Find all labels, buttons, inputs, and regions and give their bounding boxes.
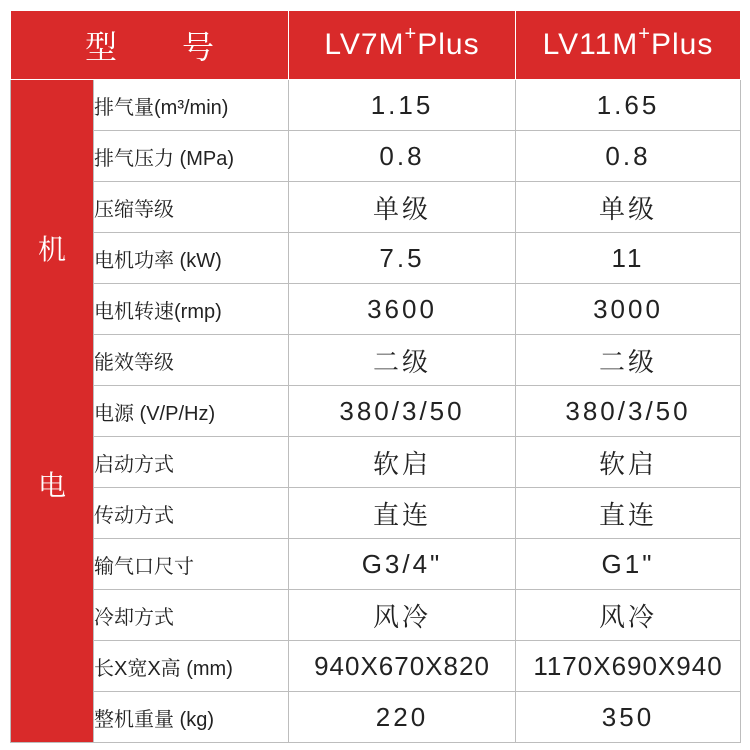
value-cell-model-1: 3600 xyxy=(289,284,516,335)
model-header-1 xyxy=(289,11,516,80)
param-cell: 能效等级 xyxy=(94,335,289,386)
param-cell: 传动方式 xyxy=(94,488,289,539)
table-row xyxy=(11,335,741,386)
table-row xyxy=(11,539,741,590)
model-2-base: LV11M xyxy=(542,28,639,61)
model-2-sup: + xyxy=(638,23,651,45)
param-cell: 整机重量 (kg) xyxy=(94,692,289,743)
value-cell-model-1: 1.15 xyxy=(289,80,516,131)
table-row xyxy=(11,488,741,539)
value-cell-model-2: 11 xyxy=(516,233,741,284)
value-cell-model-1: 单级 xyxy=(289,182,516,233)
model-1-suffix: Plus xyxy=(417,28,480,61)
header-row xyxy=(11,11,741,80)
group-label-cell xyxy=(11,80,94,743)
table-row xyxy=(11,284,741,335)
value-cell-model-2: 单级 xyxy=(516,182,741,233)
table-row xyxy=(11,692,741,743)
value-cell-model-2: 风冷 xyxy=(516,590,741,641)
value-cell-model-1: 0.8 xyxy=(289,131,516,182)
value-cell-model-1: 直连 xyxy=(289,488,516,539)
spec-table xyxy=(10,10,741,743)
table-row xyxy=(11,131,741,182)
value-cell-model-2: 350 xyxy=(516,692,741,743)
value-cell-model-1: G3/4" xyxy=(289,539,516,590)
table-row xyxy=(11,182,741,233)
value-cell-model-2: 1170X690X940 xyxy=(516,641,741,692)
value-cell-model-1: 380/3/50 xyxy=(289,386,516,437)
table-row xyxy=(11,437,741,488)
value-cell-model-1: 二级 xyxy=(289,335,516,386)
value-cell-model-1: 220 xyxy=(289,692,516,743)
table-row xyxy=(11,386,741,437)
value-cell-model-1: 7.5 xyxy=(289,233,516,284)
param-cell: 长X宽X高 (mm) xyxy=(94,641,289,692)
model-header-2 xyxy=(516,11,741,80)
group-char-1: 机 xyxy=(37,234,66,265)
value-cell-model-2: 0.8 xyxy=(516,131,741,182)
param-cell: 排气压力 (MPa) xyxy=(94,131,289,182)
value-cell-model-1: 940X670X820 xyxy=(289,641,516,692)
value-cell-model-2: 二级 xyxy=(516,335,741,386)
value-cell-model-2: 380/3/50 xyxy=(516,386,741,437)
value-cell-model-2: G1" xyxy=(516,539,741,590)
value-cell-model-1: 风冷 xyxy=(289,590,516,641)
param-cell: 启动方式 xyxy=(94,437,289,488)
group-char-2: 电 xyxy=(37,470,66,501)
value-cell-model-2: 1.65 xyxy=(516,80,741,131)
param-cell: 电机转速(rmp) xyxy=(94,284,289,335)
table-row xyxy=(11,80,741,131)
model-1-sup: + xyxy=(404,23,418,45)
param-cell: 输气口尺寸 xyxy=(94,539,289,590)
value-cell-model-1: 软启 xyxy=(289,437,516,488)
param-cell: 冷却方式 xyxy=(94,590,289,641)
table-row xyxy=(11,590,741,641)
table-row xyxy=(11,233,741,284)
value-cell-model-2: 直连 xyxy=(516,488,741,539)
model-label-header: 型 号 xyxy=(11,11,289,80)
value-cell-model-2: 3000 xyxy=(516,284,741,335)
param-cell: 压缩等级 xyxy=(94,182,289,233)
param-cell: 电机功率 (kW) xyxy=(94,233,289,284)
param-cell: 电源 (V/P/Hz) xyxy=(94,386,289,437)
model-2-suffix: Plus xyxy=(650,28,714,61)
model-1-base: LV7M xyxy=(324,28,405,61)
table-row xyxy=(11,641,741,692)
param-cell: 排气量(m³/min) xyxy=(94,80,289,131)
value-cell-model-2: 软启 xyxy=(516,437,741,488)
